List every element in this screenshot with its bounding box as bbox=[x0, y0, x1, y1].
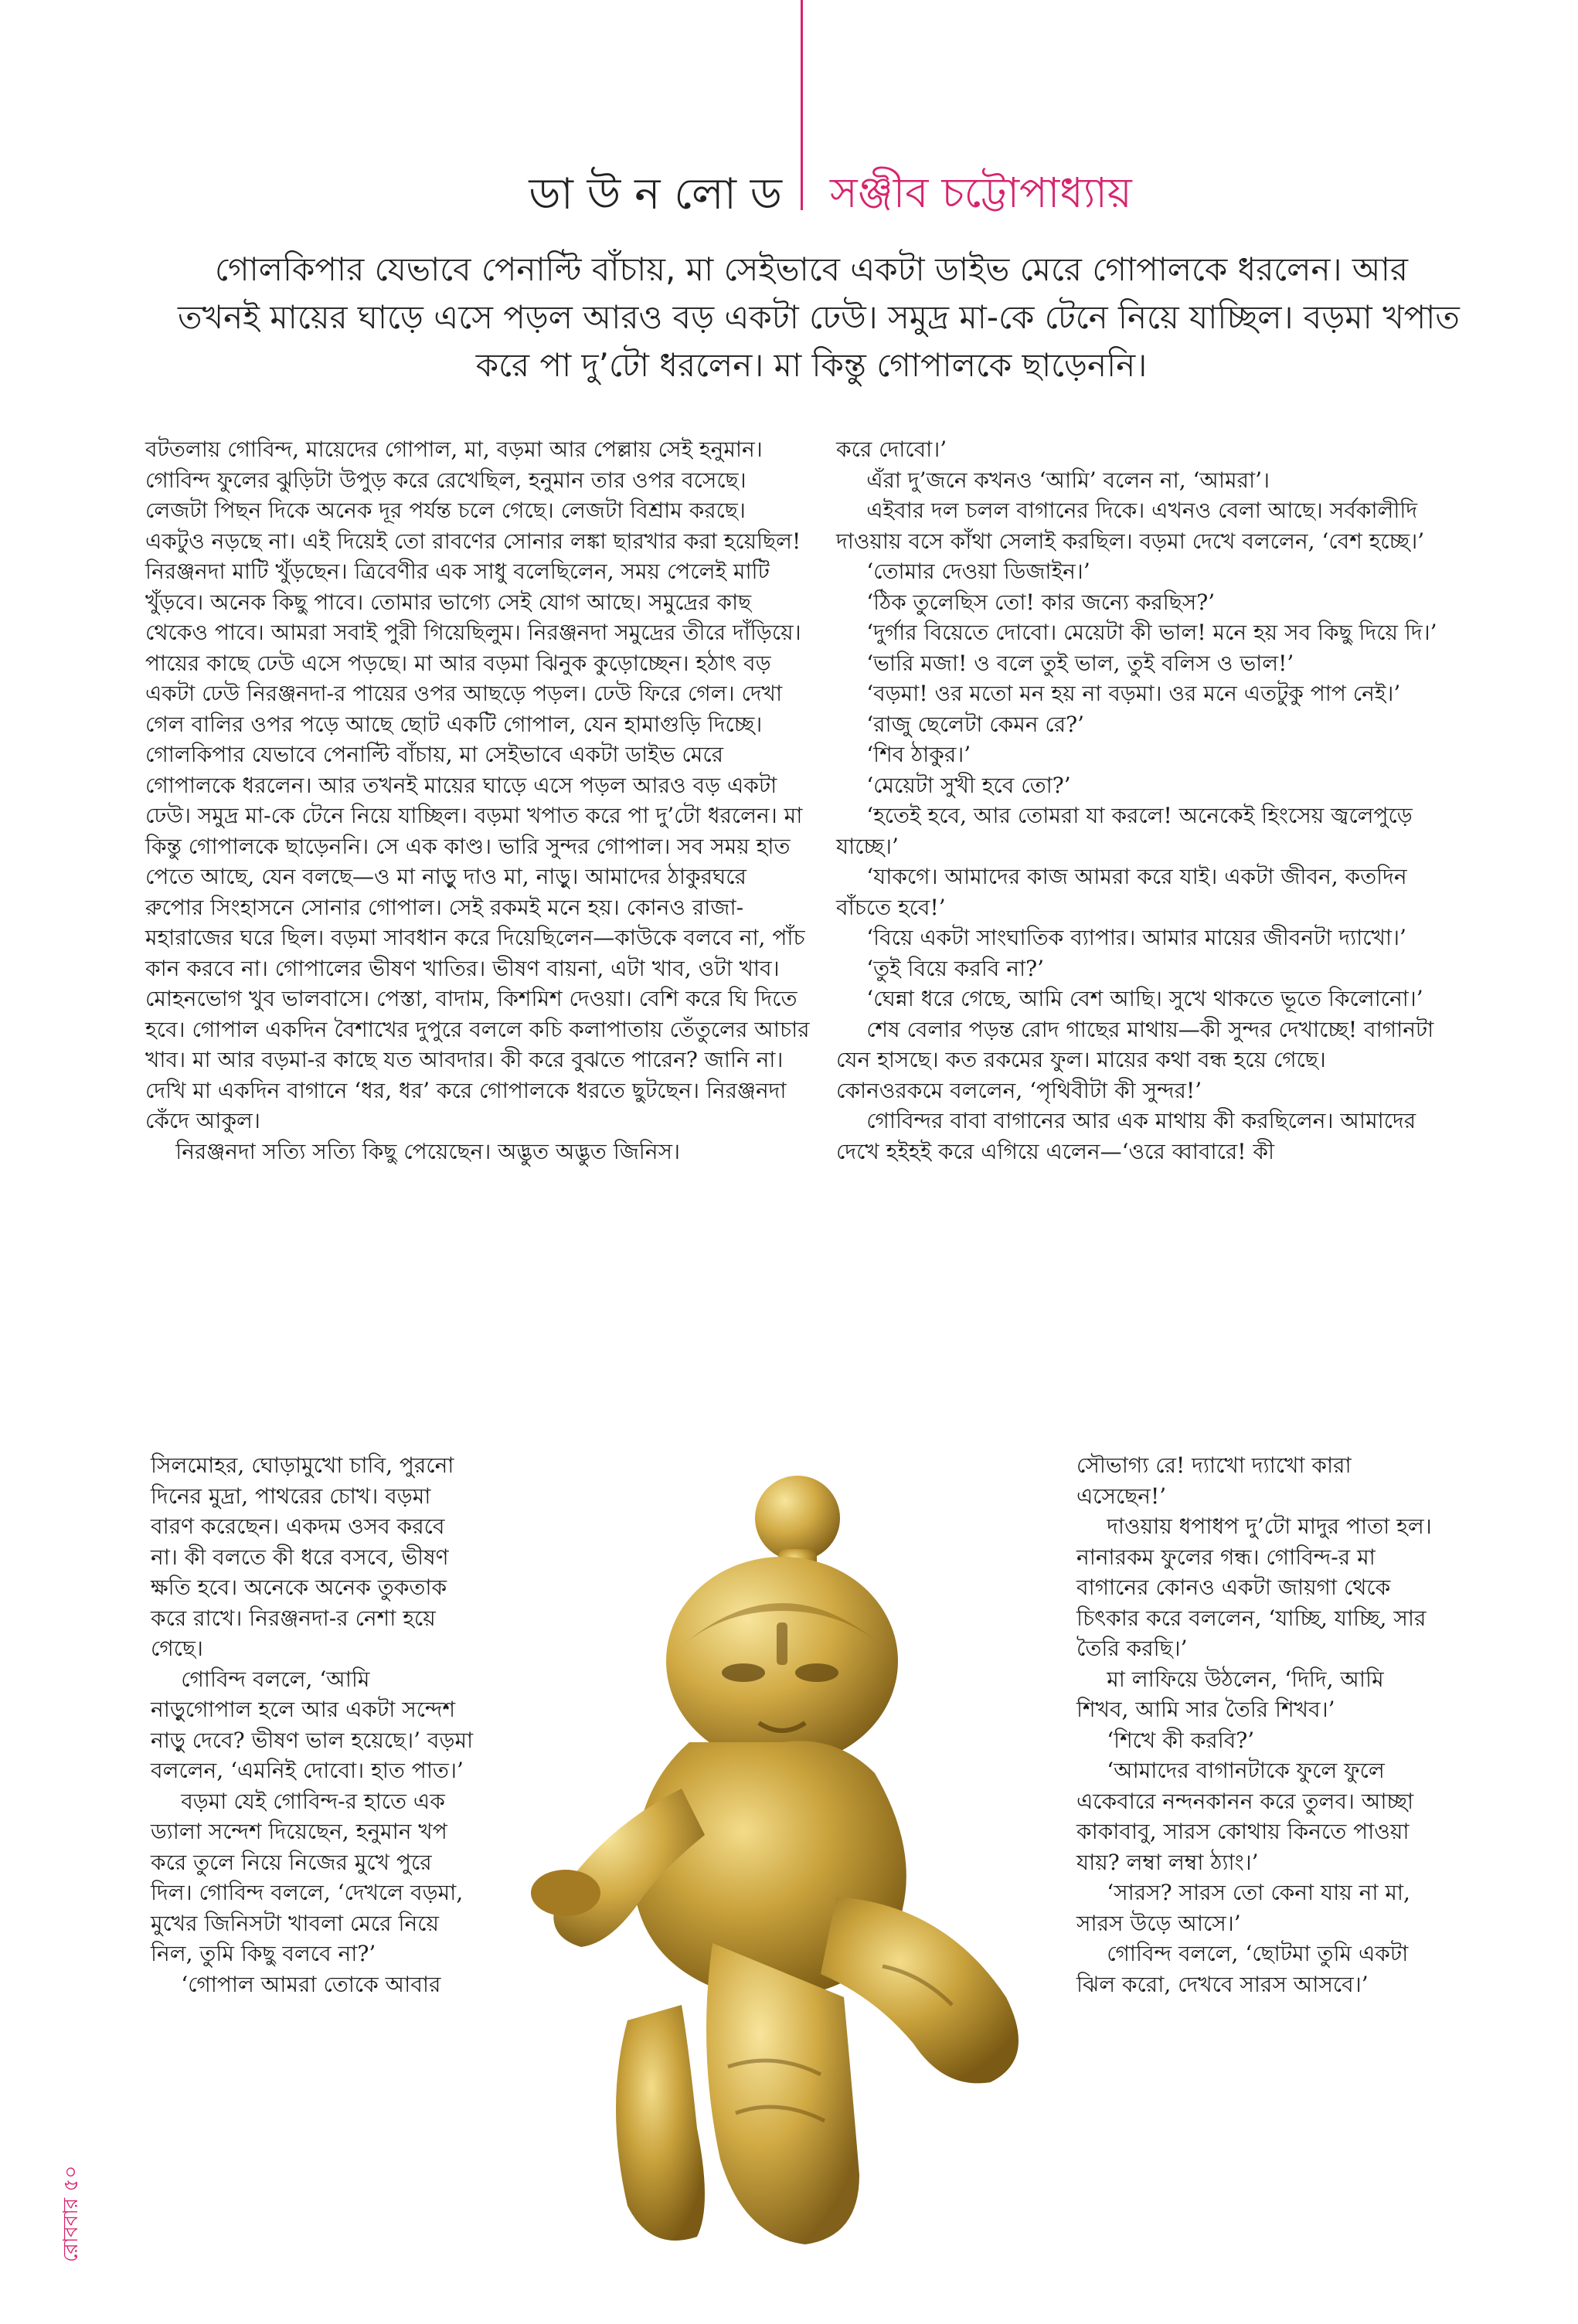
pull-quote bbox=[178, 246, 1460, 389]
body-column-right bbox=[836, 434, 1439, 1167]
paragraph: শেষ বেলার পড়ন্ত রোদ গাছের মাথায়—কী সুন্দর দেখাচ্ছে! বাগানটা যেন হাসছে। কত রকমের ফুল। মায়ের কথা বন্ধ হয়ে গেছে। কোনওরকমে বললেন, ‘পৃথিবীটা কী সুন্দর!’ bbox=[836, 1016, 1434, 1103]
paragraph: বড়মা যেই গোবিন্দ-র হাতে এক ড্যালা সন্দেশ দিয়েছেন, হনুমান খপ করে তুলে নিয়ে নিজের মুখে পুরে দিল। গোবিন্দ বললে, ‘দেখলে বড়মা, মুখের জিনিসটা খাবলা মেরে নিয়ে নিল, তুমি কিছু বলবে না?’ bbox=[151, 1788, 464, 1966]
paragraph: ‘ভারি মজা! ও বলে তুই ভাল, তুই বলিস ও ভাল!’ bbox=[866, 650, 1294, 676]
paragraph: ‘তুই বিয়ে করবি না?’ bbox=[866, 955, 1045, 981]
paragraph: গোবিন্দ বললে, ‘ছোটমা তুমি একটা ঝিল করো, দেখবে সারস আসবে।’ bbox=[1076, 1941, 1409, 1997]
body-column-left-narrow bbox=[151, 1450, 475, 2000]
paragraph: বটতলায় গোবিন্দ, মায়েদের গোপাল, মা, বড়মা আর পেল্লায় সেই হনুমান। গোবিন্দ ফুলের ঝুড়িটা উপুড় করে রেখেছিল, হনুমান তার ওপর বসেছে। লেজটা পিছন দিকে অনেক দূর পর্যন্ত চলে গেছে। লেজটা বিশ্রাম করছে। একটুও নড়ছে না। এই দিয়েই তো রাবণের সোনার লঙ্কা ছারখার করা হয়েছিল! নিরঞ্জনদা মাটি খুঁড়ছেন। ত্রিবেণীর এক সাধু বলেছিলেন, সময় পেলেই মাটি খুঁড়বে। অনেক কিছু পাবে। তোমার ভাগ্যে সেই যোগ আছে। সমুদ্রের কাছ থেকেও পাবে। আমরা সবাই পুরী গিয়েছিলুম। নিরঞ্জনদা সমুদ্রের তীরে দাঁড়িয়ে। পায়ের কাছে ঢেউ এসে পড়ছে। মা আর বড়মা ঝিনুক কুড়োচ্ছেন। হঠাৎ বড় একটা ঢেউ নিরঞ্জনদা-র পায়ের ওপর আছড়ে পড়ল। ঢেউ ফিরে গেল। দেখা গেল বালির ওপর পড়ে আছে ছোট একটি গোপাল, যেন হামাগুড়ি দিচ্ছে। গোলকিপার যেভাবে পেনাল্টি বাঁচায়, মা সেইভাবে একটা ডাইভ মেরে গোপালকে ধরলেন। আর তখনই মায়ের ঘাড়ে এসে পড়ল আরও বড় একটা ঢেউ। সমুদ্র মা-কে টেনে নিয়ে যাচ্ছিল। বড়মা খপাত করে পা দু’টো ধরলেন। মা কিন্তু গোপালকে ছাড়েননি। সে এক কাণ্ড। ভারি সুন্দর গোপাল। সব সময় হাত পেতে আছে, যেন বলছে—ও মা নাড়ু দাও মা, নাড়ু। আমাদের ঠাকুরঘরে রুপোর সিংহাসনে সোনার গোপাল। সেই রকমই মনে হয়। কোনও রাজা-মহারাজের ঘরে ছিল। বড়মা সাবধান করে দিয়েছিলেন—কাউকে বলবে না, পাঁচ কান করবে না। গোপালের ভীষণ খাতির। ভীষণ বায়না, এটা খাব, ওটা খাব। মোহনভোগ খুব ভালবাসে। পেস্তা, বাদাম, কিশমিশ দেওয়া। বেশি করে ঘি দিতে হবে। গোপাল একদিন বৈশাখের দুপুরে বললে কচি কলাপাতায় তেঁতুলের আচার খাব। মা আর বড়মা-র কাছে যত আবদার। কী করে বুঝতে পারেন? জানি না। দেখি মা একদিন বাগানে ‘ধর, ধর’ করে গোপালকে ধরতে ছুটছেন। নিরঞ্জনদা কেঁদে আকুল। bbox=[145, 437, 810, 1133]
paragraph: ‘তোমার দেওয়া ডিজাইন।’ bbox=[866, 559, 1090, 584]
section-title: ডা উ ন লো ড bbox=[529, 169, 782, 219]
paragraph: ‘হতেই হবে, আর তোমরা যা করলে! অনেকেই হিংসেয় জ্বলেপুড়ে যাচ্ছে।’ bbox=[836, 803, 1413, 859]
paragraph: ‘দুর্গার বিয়েতে দোবো। মেয়েটা কী ভাল! মনে হয় সব কিছু দিয়ে দি।’ bbox=[866, 620, 1437, 645]
paragraph: ‘আমাদের বাগানটাকে ফুলে ফুলে একেবারে নন্দনকানন করে তুলব। আচ্ছা কাকাবাবু, সারস কোথায় কিনতে পাওয়া যায়? লম্বা লম্বা ঠ্যাং।’ bbox=[1076, 1758, 1414, 1875]
paragraph: ‘মেয়েটা সুখী হবে তো?’ bbox=[866, 772, 1071, 798]
paragraph: ‘শিখে কী করবি?’ bbox=[1107, 1727, 1255, 1753]
paragraph: এইবার দল চলল বাগানের দিকে। এখনও বেলা আছে। সর্বকালীদি দাওয়ায় বসে কাঁথা সেলাই করছিল। বড়মা দেখে বললেন, ‘বেশ হচ্ছে।’ bbox=[836, 498, 1425, 554]
paragraph: ‘সারস? সারস তো কেনা যায় না মা, সারস উড়ে আসে।’ bbox=[1076, 1880, 1410, 1936]
body-column-left bbox=[145, 434, 810, 1167]
laddu-sweet bbox=[531, 1870, 600, 1916]
tilak-mark bbox=[777, 1622, 787, 1665]
paragraph: ‘যাকগে। আমাদের কাজ আমরা করে যাই। একটা জীবন, কতদিন বাঁচতে হবে!’ bbox=[836, 864, 1407, 920]
figurine-support-arm bbox=[616, 2005, 705, 2241]
figurine-back-leg bbox=[821, 1897, 1019, 2083]
paragraph: ‘গোপাল আমরা তোকে আবার bbox=[181, 1971, 441, 1997]
paragraph: ‘ঠিক তুলেছিস তো! কার জন্যে করছিস?’ bbox=[866, 589, 1216, 615]
paragraph: সিলমোহর, ঘোড়ামুখো চাবি, পুরনো দিনের মুদ্রা, পাথরের চোখ। বড়মা বারণ করেছেন। একদম ওসব করবে না। কী বলতে কী ধরে বসবে, ভীষণ ক্ষতি হবে। অনেকে অনেক তুকতাক করে রাখে। নিরঞ্জনদা-র নেশা হয়ে গেছে। bbox=[151, 1452, 454, 1661]
author-name: সঞ্জীব চট্টোপাধ্যায় bbox=[830, 168, 1132, 217]
pull-quote-line: করে পা দু’টো ধরলেন। মা কিন্তু গোপালকে ছাড়েননি। bbox=[475, 346, 1148, 384]
paragraph: ‘ঘেন্না ধরে গেছে, আমি বেশ আছি। সুখে থাকতে ভূতে কিলোনো।’ bbox=[866, 986, 1423, 1011]
topknot bbox=[755, 1476, 840, 1561]
paragraph: মা লাফিয়ে উঠলেন, ‘দিদি, আমি শিখব, আমি সার তৈরি শিখব।’ bbox=[1076, 1666, 1384, 1722]
header-divider-line bbox=[801, 0, 803, 210]
paragraph: গোবিন্দর বাবা বাগানের আর এক মাথায় কী করছিলেন। আমাদের দেখে হইহই করে এগিয়ে এলেন—‘ওরে ব্বাবারে! কী bbox=[836, 1108, 1416, 1164]
pull-quote-line: তখনই মায়ের ঘাড়ে এসে পড়ল আরও বড় একটা ঢেউ। সমুদ্র মা-কে টেনে নিয়ে যাচ্ছিল। বড়মা খপাত bbox=[178, 298, 1460, 336]
figurine-front-leg bbox=[706, 1943, 859, 2244]
right-eye bbox=[795, 1663, 838, 1682]
paragraph: দাওয়ায় ধপাধপ দু’টো মাদুর পাতা হল। নানারকম ফুলের গন্ধ। গোবিন্দ-র মা বাগানের কোনও একটা জায়গা থেকে চিৎকার করে বললেন, ‘যাচ্ছি, যাচ্ছি, সার তৈরি করছি।’ bbox=[1076, 1514, 1432, 1661]
body-column-right-narrow bbox=[1076, 1450, 1440, 2000]
paragraph: এঁরা দু’জনে কখনও ‘আমি’ বলেন না, ‘আমরা’। bbox=[866, 467, 1270, 493]
paragraph: নিরঞ্জনদা সত্যি সত্যি কিছু পেয়েছেন। অদ্ভুত অদ্ভুত জিনিস। bbox=[175, 1138, 681, 1164]
paragraph: ‘বিয়ে একটা সাংঘাতিক ব্যাপার। আমার মায়ের জীবনটা দ্যাখো।’ bbox=[866, 925, 1406, 950]
paragraph: ‘রাজু ছেলেটা কেমন রে?’ bbox=[866, 711, 1085, 737]
left-eye bbox=[722, 1663, 765, 1682]
pull-quote-line: গোলকিপার যেভাবে পেনাল্টি বাঁচায়, মা সেইভাবে একটা ডাইভ মেরে গোপালকে ধরলেন। আর bbox=[214, 250, 1409, 288]
paragraph: ‘শিব ঠাকুর।’ bbox=[866, 742, 971, 767]
paragraph: গোবিন্দ বললে, ‘আমি নাড়ুগোপাল হলে আর একটা সন্দেশ নাড়ু দেবে? ভীষণ ভাল হয়েছে।’ বড়মা বললেন, ‘এমনিই দোবো। হাত পাত।’ bbox=[151, 1666, 474, 1783]
gopal-figurine-image bbox=[512, 1464, 1080, 2283]
page-folio: রোববার ৫০ bbox=[60, 2165, 83, 2262]
paragraph: ‘বড়মা! ওর মতো মন হয় না বড়মা। ওর মনে এতটুকু পাপ নেই।’ bbox=[866, 681, 1401, 706]
paragraph: করে দোবো।’ bbox=[836, 437, 947, 462]
paragraph: সৌভাগ্য রে! দ্যাখো দ্যাখো কারা এসেছেন!’ bbox=[1076, 1452, 1352, 1509]
